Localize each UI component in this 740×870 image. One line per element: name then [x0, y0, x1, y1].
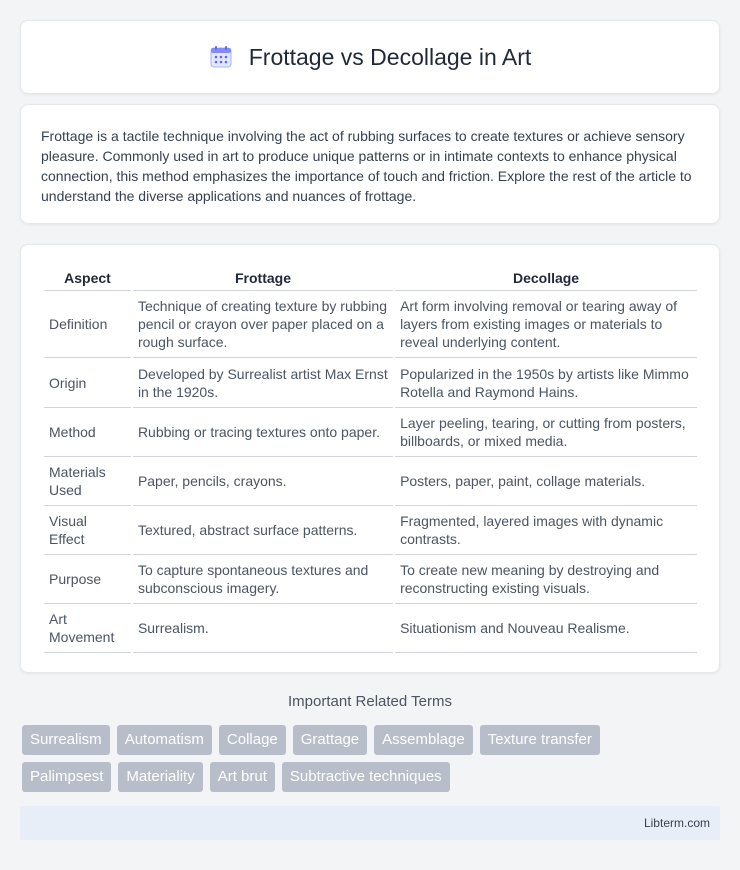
header-decollage: Decollage	[395, 265, 697, 291]
aspect-cell: Definition	[44, 291, 131, 358]
aspect-cell: Purpose	[44, 555, 131, 604]
decollage-cell: Popularized in the 1950s by artists like Mimmo Rotella and Raymond Hains.	[395, 358, 697, 408]
frottage-cell: Developed by Surrealist artist Max Ernst in the 1920s.	[133, 358, 393, 408]
table-header-row	[44, 265, 697, 291]
aspect-cell: Visual Effect	[44, 506, 131, 555]
intro-card	[20, 104, 720, 224]
header-aspect: Aspect	[44, 265, 131, 291]
frottage-cell: Surrealism.	[133, 604, 393, 653]
decollage-cell: Situationism and Nouveau Realisme.	[395, 604, 697, 653]
term-tag[interactable]: Art brut	[210, 762, 275, 792]
frottage-cell: To capture spontaneous textures and subconscious imagery.	[133, 555, 393, 604]
comparison-table	[42, 265, 699, 653]
page-header	[20, 20, 720, 94]
related-terms-title: Important Related Terms	[288, 693, 452, 710]
term-tag[interactable]: Subtractive techniques	[282, 762, 450, 792]
header-frottage: Frottage	[133, 265, 393, 291]
aspect-cell: Origin	[44, 358, 131, 408]
page-title: Frottage vs Decollage in Art	[248, 43, 532, 70]
aspect-cell: Materials Used	[44, 457, 131, 506]
decollage-cell: Posters, paper, paint, collage materials.	[395, 457, 697, 506]
term-tag[interactable]: Assemblage	[374, 725, 473, 755]
table-row	[44, 408, 697, 457]
calendar-icon	[209, 45, 233, 69]
term-tag[interactable]: Collage	[219, 725, 286, 755]
table-row	[44, 506, 697, 555]
frottage-cell: Paper, pencils, crayons.	[133, 457, 393, 506]
aspect-cell: Art Movement	[44, 604, 131, 653]
term-tag[interactable]: Materiality	[118, 762, 202, 792]
footer-site-link[interactable]: Libterm.com	[643, 816, 710, 830]
frottage-cell: Rubbing or tracing textures onto paper.	[133, 408, 393, 457]
table-row	[44, 555, 697, 604]
table-row	[44, 291, 697, 358]
decollage-cell: Art form involving removal or tearing away of layers from existing images or materials to reveal underlying content.	[395, 291, 697, 358]
related-terms-list	[22, 725, 662, 792]
table-row	[44, 358, 697, 408]
comparison-card	[20, 244, 720, 673]
term-tag[interactable]: Automatism	[117, 725, 212, 755]
decollage-cell: Layer peeling, tearing, or cutting from posters, billboards, or mixed media.	[395, 408, 697, 457]
term-tag[interactable]: Palimpsest	[22, 762, 111, 792]
term-tag[interactable]: Grattage	[293, 725, 367, 755]
frottage-cell: Textured, abstract surface patterns.	[133, 506, 393, 555]
footer	[20, 806, 720, 840]
table-row	[44, 457, 697, 506]
term-tag[interactable]: Surrealism	[22, 725, 110, 755]
decollage-cell: Fragmented, layered images with dynamic contrasts.	[395, 506, 697, 555]
table-row	[44, 604, 697, 653]
aspect-cell: Method	[44, 408, 131, 457]
intro-text: Frottage is a tactile technique involving the act of rubbing surfaces to create textures or achieve sensory pleasure. Commonly used in art to produce unique patterns or in intimate contexts to enhance physical connection, this method emphasizes the importance of touch and friction. Explore the rest of the article to understand the diverse applications and nuances of frottage.	[41, 128, 692, 204]
term-tag[interactable]: Texture transfer	[480, 725, 600, 755]
frottage-cell: Technique of creating texture by rubbing pencil or crayon over paper placed on a rough surface.	[133, 291, 393, 358]
decollage-cell: To create new meaning by destroying and reconstructing existing visuals.	[395, 555, 697, 604]
